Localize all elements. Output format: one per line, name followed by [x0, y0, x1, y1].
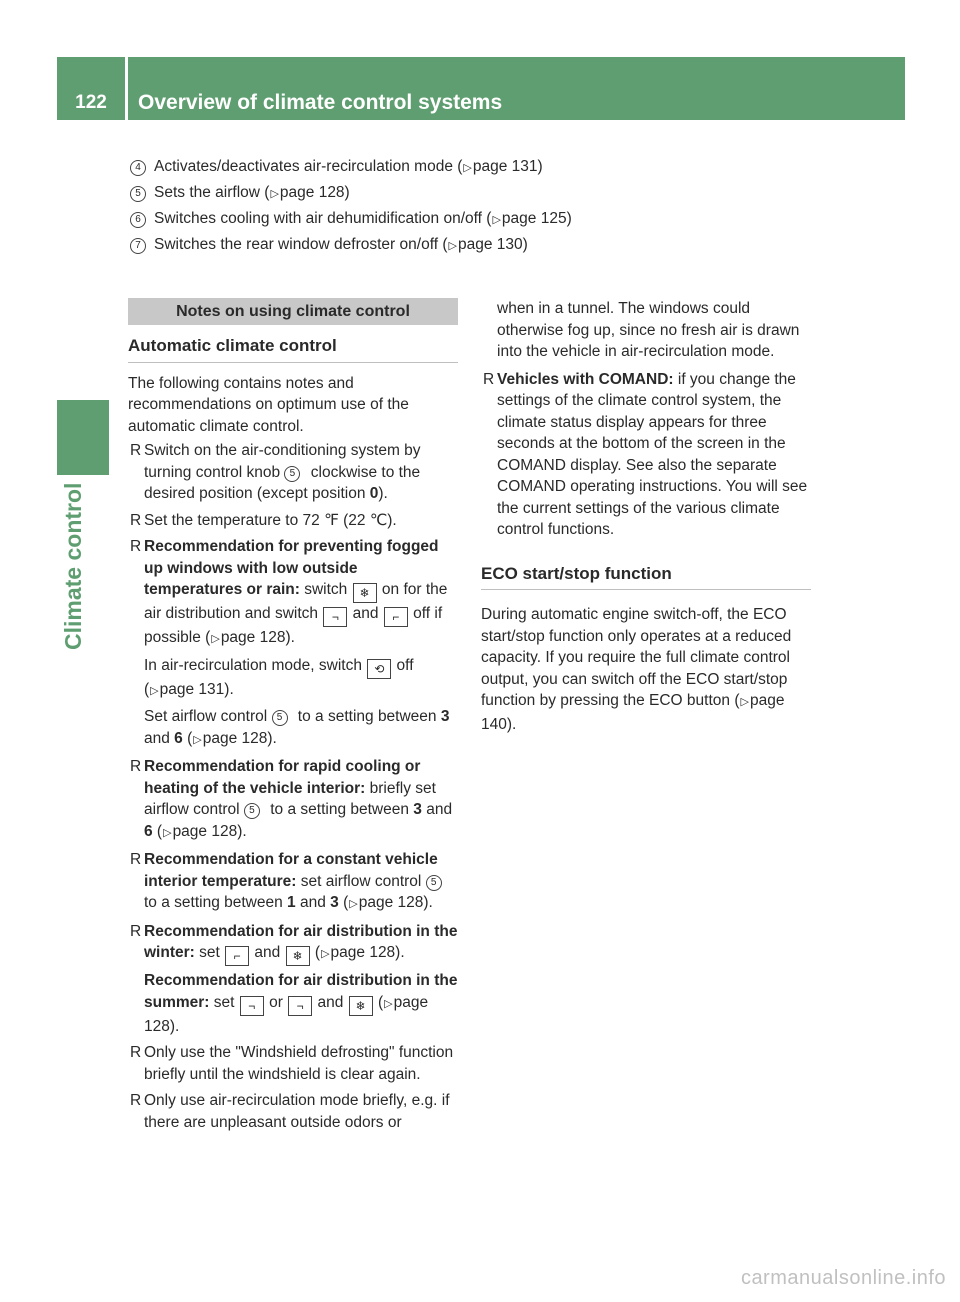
page-link[interactable]: page 125): [501, 210, 572, 227]
windshield-defrost-icon: ❄: [286, 946, 310, 966]
subsection-heading: Automatic climate control: [128, 335, 458, 363]
side-tab-marker: [57, 400, 109, 475]
page-link[interactable]: page 131).: [159, 680, 234, 698]
page-ref-arrow-icon: ▷: [150, 684, 159, 697]
page-ref-arrow-icon: ▷: [384, 997, 393, 1010]
page-link[interactable]: page 128).: [172, 822, 247, 840]
section-title: Notes on using climate control: [128, 298, 458, 325]
bullet-icon: R: [130, 1092, 142, 1109]
header-divider: [125, 57, 128, 120]
list-item: R Switch on the air-conditioning system by turning control knob 5 clockwise to the desired position (except position 0).: [130, 442, 421, 502]
side-section-label: Climate control: [60, 560, 90, 650]
page-link[interactable]: page 128): [279, 184, 350, 201]
bullet-icon: R: [130, 1044, 142, 1061]
bullet-icon: R: [130, 538, 142, 555]
page-link[interactable]: page 128).: [144, 993, 429, 1035]
center-vent-icon: ¬: [240, 996, 264, 1016]
center-vent-icon: ¬: [288, 996, 312, 1016]
list-item: R Only use the "Windshield defrosting" function briefly until the windshield is clear again.: [130, 1044, 454, 1083]
page-link[interactable]: page 128).: [330, 944, 405, 961]
bullet-icon: R: [130, 851, 142, 868]
list-item: R Recommendation for air distribution in the winter: set ⌐ and ❄ (▷page 128). Recommendation for air distribution in the summer: set ¬ or ¬ and ❄ (▷page 128).: [130, 922, 458, 1035]
bullet-icon: R: [130, 758, 142, 775]
footwell-vent-icon: ⌐: [225, 946, 249, 966]
page-ref-arrow-icon: ▷: [321, 948, 330, 960]
page-ref-arrow-icon: ▷: [349, 898, 358, 910]
callout-number: 5: [130, 186, 146, 202]
list-item: R Recommendation for preventing fogged up windows with low outside temperatures or rain: switch ❄ on for the air distribution and switch ¬ and ⌐ off if possible (▷page 128). In air-recirculation mode, switch ⟲ off (▷page 131). Set airflow control 5 to a setting between 3 and 6 (▷page 128).: [130, 538, 450, 747]
recirculation-icon: ⟲: [367, 659, 391, 679]
callout-number: 5: [284, 466, 300, 482]
page-heading: Overview of climate control systems: [138, 91, 503, 114]
legend-item: 4 Activates/deactivates air-recirculation mode (▷page 131): [130, 157, 810, 183]
center-vent-icon: ¬: [323, 607, 347, 627]
page-ref-arrow-icon: ▷: [492, 214, 501, 226]
legend-item: 6 Switches cooling with air dehumidification on/off (▷page 125): [130, 209, 810, 235]
page-link[interactable]: page 128).: [202, 729, 277, 747]
page-ref-arrow-icon: ▷: [270, 188, 279, 200]
bullet-icon: R: [483, 370, 495, 388]
callout-number: 5: [272, 710, 288, 726]
list-item: R Vehicles with COMAND: if you change the settings of the climate control system, the climate status display appears for three seconds at the bottom of the screen in the COMAND display. See also the separate COMAND operating instructions. You will see the current settings of the various climate control functions.: [483, 370, 808, 538]
page-ref-arrow-icon: ▷: [463, 162, 472, 174]
legend-item: 5 Sets the airflow (▷page 128): [130, 183, 810, 209]
footwell-vent-icon: ⌐: [384, 607, 408, 627]
continued-paragraph: when in a tunnel. The windows could otherwise fog up, since no fresh air is drawn into the vehicle in air-recirculation mode.: [497, 300, 800, 360]
callout-legend: [130, 157, 810, 261]
eco-paragraph: During automatic engine switch-off, the ECO start/stop function only operates at a reduced capacity. If you require the full climate control output, you can switch off the ECO start/stop function by pressing the ECO button (▷page 140).: [481, 606, 792, 733]
page-number: 122: [75, 92, 107, 113]
callout-number: 5: [426, 875, 442, 891]
callout-number: 5: [244, 803, 260, 819]
left-column: [128, 298, 458, 1138]
list-item: R Recommendation for a constant vehicle interior temperature: set airflow control 5 to a setting between 1 and 3 (▷page 128).: [128, 849, 458, 916]
callout-number: 7: [130, 238, 146, 254]
bullet-icon: R: [130, 922, 142, 940]
windshield-defrost-icon: ❄: [353, 583, 377, 603]
windshield-defrost-icon: ❄: [349, 996, 373, 1016]
page-link[interactable]: page 128).: [220, 629, 295, 646]
page-link[interactable]: page 140).: [481, 692, 785, 733]
intro-paragraph: The following contains notes and recommendations on optimum use of the automatic climate control.: [128, 374, 409, 435]
list-item: R Set the temperature to 72 ℉ (22 ℃).: [128, 510, 458, 532]
callout-number: 4: [130, 160, 146, 176]
page-link[interactable]: page 130): [457, 236, 528, 253]
watermark: carmanualsonline.info: [740, 1267, 946, 1289]
bullet-icon: R: [130, 511, 142, 529]
page-link[interactable]: page 131): [472, 158, 543, 175]
page-ref-arrow-icon: ▷: [193, 733, 202, 746]
page-ref-arrow-icon: ▷: [163, 826, 172, 839]
bullet-icon: R: [130, 442, 142, 459]
page-ref-arrow-icon: ▷: [448, 240, 457, 252]
page-ref-arrow-icon: ▷: [740, 696, 749, 708]
page-link[interactable]: page 128).: [358, 894, 433, 911]
legend-item: 7 Switches the rear window defroster on/off (▷page 130): [130, 235, 810, 261]
subsection-heading: ECO start/stop function: [481, 563, 811, 591]
page-ref-arrow-icon: ▷: [211, 633, 220, 645]
list-item: R Only use air-recirculation mode briefly, e.g. if there are unpleasant outside odors or: [130, 1092, 450, 1131]
list-item: R Recommendation for rapid cooling or heating of the vehicle interior: briefly set airflow control 5 to a setting between 3 and 6 (▷page 128).: [130, 758, 453, 840]
right-column: [481, 298, 811, 738]
callout-number: 6: [130, 212, 146, 228]
